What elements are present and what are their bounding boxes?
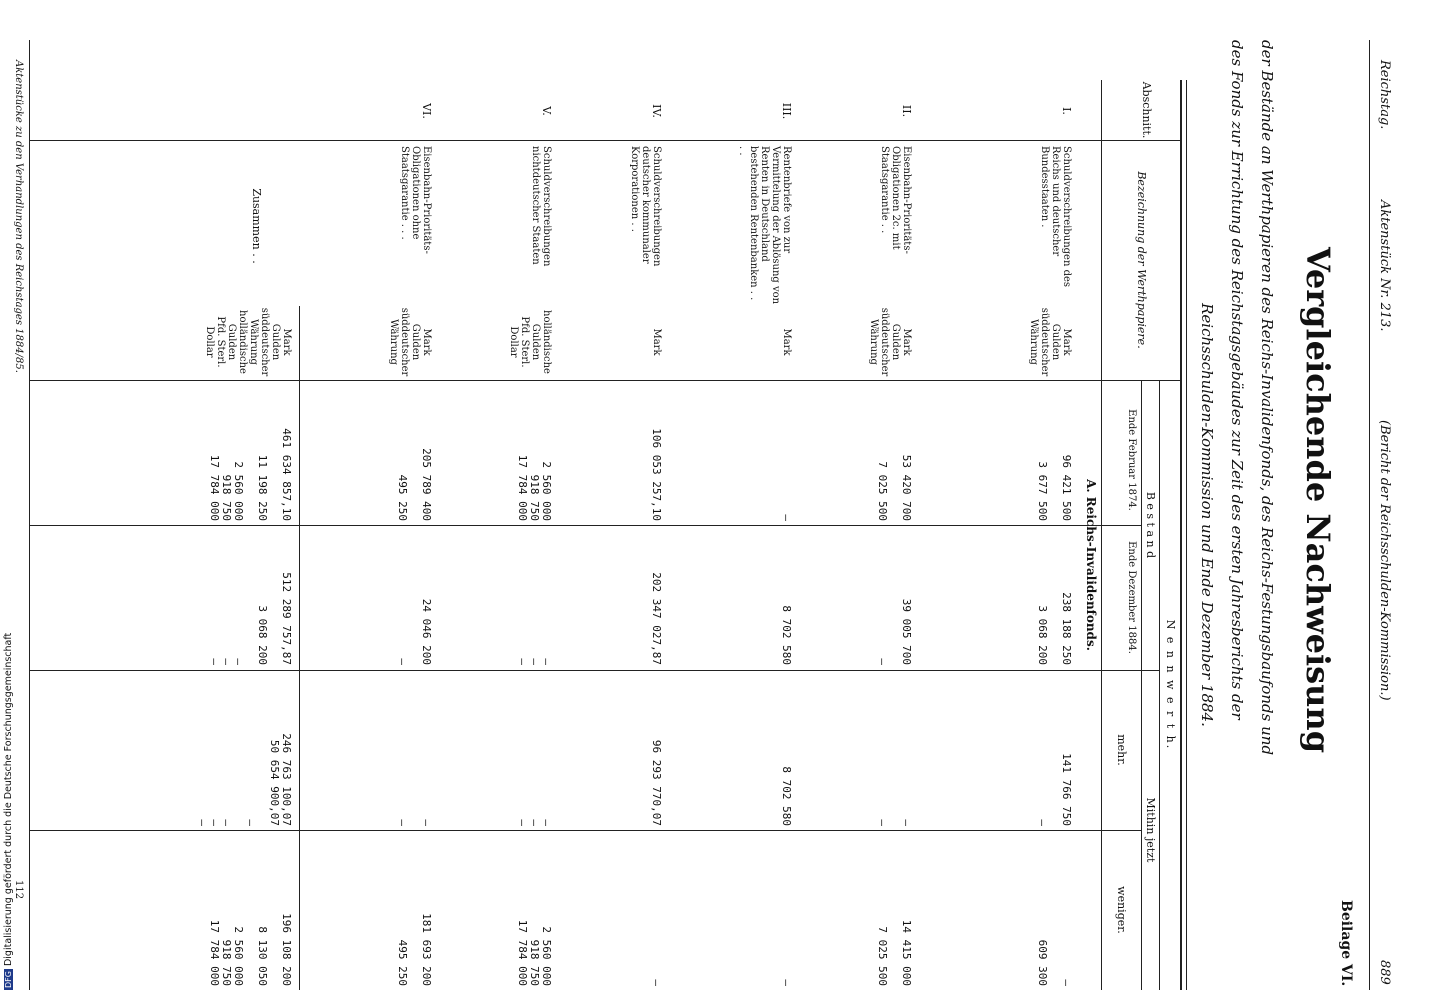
nennwerth-rule	[1159, 380, 1160, 990]
row-currency: Mark Gulden süddeutscher Währung	[388, 307, 432, 377]
row-number: V.	[540, 106, 553, 116]
col-nennwerth: N e n n w e r t h.	[1164, 619, 1177, 751]
subtitle	[1192, 40, 1282, 990]
col-rule-2	[30, 380, 1180, 381]
row-number: II.	[900, 104, 913, 118]
row-description: Eisenbahn-Prioritäts-Obligationen 2c. mit Staatsgarantie . .	[879, 146, 912, 254]
subtitle-line-1: der Bestände an Werthpapieren des Reichs-Invalidenfonds, des Reichs-Festungsbaufonds und	[1258, 40, 1276, 756]
header-doc-ref: Aktenstück Nr. 213.	[1377, 200, 1392, 332]
row-value-weniger: 181 693 200 495 250	[396, 913, 433, 986]
row-value-1874: 96 421 500 3 677 500	[1036, 454, 1073, 521]
row-currency: holländische Gulden Pfd. Sterl. Dollar	[508, 310, 552, 374]
row-description: Schuldverschreibungen des Reichs und deutscher Bundesstaaten .	[1039, 146, 1072, 288]
row-value-mehr: — —	[396, 819, 433, 826]
row-description: Rentenbriefe von zur Vermittelung der Ablösung von Renten in Deutschland bestehenden Rentenbanken . . . .	[737, 146, 792, 305]
row-value-weniger: —	[780, 979, 793, 986]
totals-currency: Mark Gulden süddeutscher Währung holländische Gulden Pfd. Sterl. Dollar	[204, 307, 292, 377]
row-value-mehr: 96 293 770,07	[650, 739, 663, 826]
totals-weniger: 196 108 200 8 130 050 2 560 000 918 750 17 784 000	[208, 913, 293, 986]
row-currency: Mark	[781, 328, 792, 356]
row-value-weniger: 14 415 000 7 025 500	[876, 919, 913, 986]
row-value-1874: 205 789 400 495 250	[396, 448, 433, 521]
row-value-1884: — — —	[516, 658, 553, 665]
totals-rule	[299, 306, 300, 990]
row-number: I.	[1060, 107, 1073, 115]
col-1884: Ende Dezember 1884.	[1126, 541, 1137, 654]
subtitle-line-3: Reichsschulden-Kommission und Ende Dezember 1884.	[1198, 303, 1216, 727]
row-description: Schuldverschreibungen nichtdeutscher Staaten	[530, 146, 552, 267]
row-value-mehr: 8 702 580	[780, 766, 793, 826]
footer-page: 112	[13, 880, 24, 900]
col-mithin: Mithin jetzt	[1144, 797, 1157, 863]
totals-1874: 461 634 857,10 11 198 250 2 560 000 918 750 17 784 000	[208, 428, 293, 521]
col-weniger: weniger.	[1115, 886, 1128, 934]
row-value-1874: 2 560 000 918 750 17 784 000	[516, 454, 553, 521]
row-currency: Mark Gulden süddeutscher Währung	[1028, 307, 1072, 377]
row-number: VI.	[420, 103, 433, 119]
row-value-1884: 24 046 200 —	[396, 598, 433, 665]
header-rule	[1369, 40, 1370, 990]
row-description: Eisenbahn-Prioritäts-Obligationen ohne Staatsgarantie . . .	[399, 146, 432, 254]
row-value-1884: 8 702 580	[780, 605, 793, 665]
row-value-weniger: —	[650, 979, 663, 986]
footer-rule	[29, 40, 30, 990]
col-1874: Ende Februar 1874.	[1126, 409, 1137, 511]
table-top-rule-2	[1180, 80, 1182, 990]
totals-label: Zusammen . .	[250, 188, 263, 264]
row-currency: Mark Gulden süddeutscher Währung	[868, 307, 912, 377]
header-left: Reichstag.	[1377, 60, 1392, 130]
row-description: Schuldverschreibungen deutscher kommunaler Korporationen . .	[629, 146, 662, 267]
col-rule-1	[30, 140, 1180, 141]
table-header-rule	[1101, 80, 1102, 990]
dfg-logo: DFG	[4, 971, 13, 988]
row-value-1874: 106 053 257,10	[650, 428, 663, 521]
row-value-1884: 39 005 700 —	[876, 598, 913, 665]
row-value-weniger: — 609 300	[1036, 939, 1073, 986]
row-value-mehr: — — —	[516, 819, 553, 826]
col-mehr: mehr.	[1115, 734, 1128, 766]
col-bezeichnung: Bezeichnung der Werthpapiere.	[1135, 171, 1148, 349]
sub-header-rule	[1141, 380, 1142, 990]
col-bestand: B e s t a n d	[1144, 491, 1157, 559]
footer-text: Aktenstücke zu den Verhandlungen des Reichstages 1884/85.	[13, 60, 24, 373]
row-currency: Mark	[651, 328, 662, 356]
table-top-rule	[1186, 80, 1187, 990]
row-number: IV.	[650, 104, 663, 118]
subtitle-line-2: des Fonds zur Errichtung des Reichstagsgebäudes zur Zeit des ersten Jahresberichts der	[1228, 40, 1246, 720]
digitization-note: Digitalisierung gefördert durch die Deutsche Forschungsgemeinschaft	[3, 632, 14, 967]
col-rule-3	[30, 525, 1142, 526]
totals-mehr: 246 763 100,07 50 654 900,07 — — — —	[196, 733, 293, 826]
col-abschnitt: Abschnitt.	[1140, 81, 1153, 139]
row-value-1884: 238 188 250 3 068 200	[1036, 592, 1073, 665]
row-value-mehr: 141 766 750 —	[1036, 753, 1073, 826]
totals-1884: 512 289 757,87 3 068 200 — — —	[208, 572, 293, 665]
page-title: Vergleichende Nachweisung	[1299, 246, 1337, 754]
row-value-mehr: — —	[876, 819, 913, 826]
beilage-label: Beilage VI.	[1338, 900, 1354, 987]
row-value-1874: 53 420 700 7 025 500	[876, 454, 913, 521]
page-number: 889	[1377, 960, 1392, 985]
col-rule-4	[30, 670, 1160, 671]
section-a: A. Reichs-Invalidenfonds.	[1084, 479, 1098, 651]
row-value-weniger: 2 560 000 918 750 17 784 000	[516, 919, 553, 986]
row-number: III.	[780, 102, 793, 120]
col-rule-5	[30, 830, 1142, 831]
row-value-1874: —	[780, 514, 793, 521]
header-paren: (Bericht der Reichsschulden-Kommission.)	[1377, 420, 1392, 701]
row-value-1884: 202 347 027,87	[650, 572, 663, 665]
